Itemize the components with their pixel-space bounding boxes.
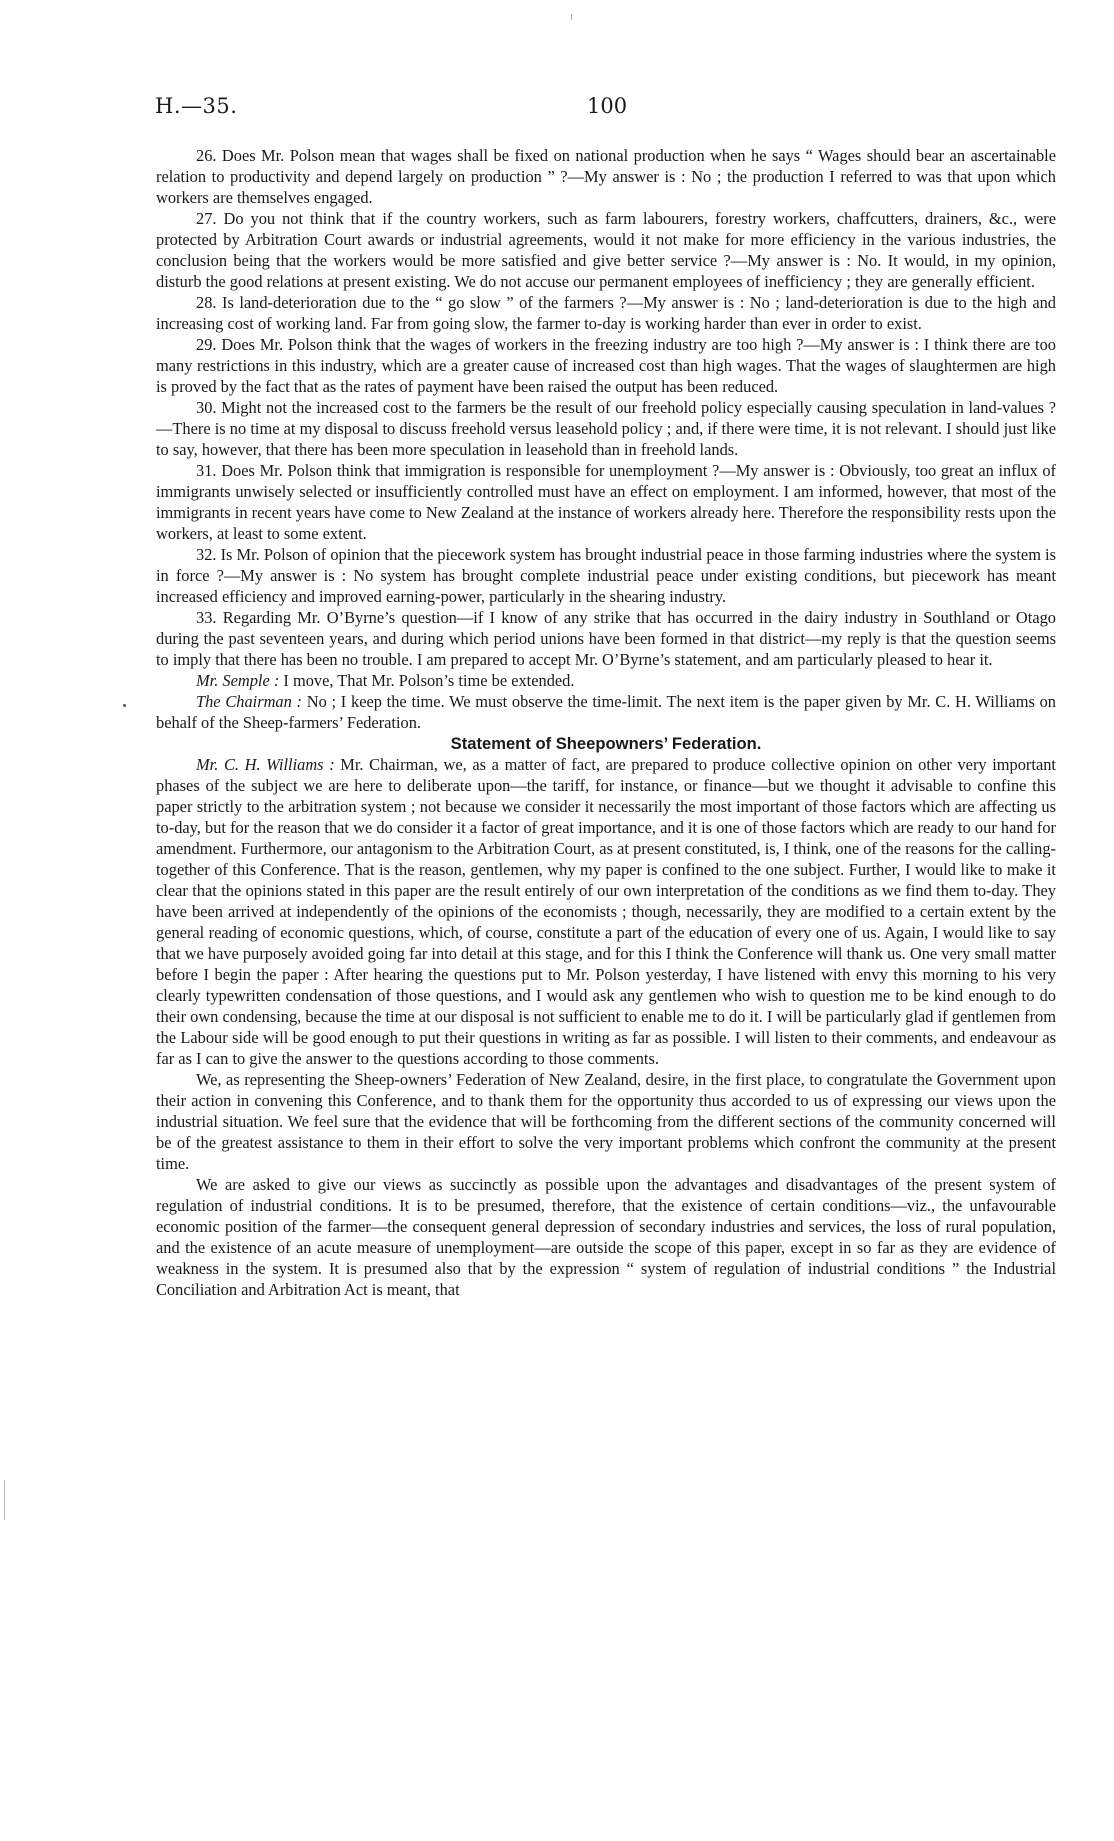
scan-mark xyxy=(571,14,572,20)
page-header xyxy=(155,94,1054,120)
paragraph-q31: 31. Does Mr. Polson think that immigration is responsible for unemployment ?—My answer is : Obviously, too great an influx of immigrants unwisely selected or insufficiently controlled must have an effect on employment. I am informed, however, that most of the immigrants in recent years have come to New Zealand at the instance of workers already here. Therefore the responsibility rests upon the workers, at least to some extent. xyxy=(156,461,1056,543)
paragraph-q27: 27. Do you not think that if the country workers, such as farm labourers, forestry workers, chaffcutters, drainers, &c., were protected by Arbitration Court awards or industrial agreements, would it not make for more efficiency in the various industries, the conclusion being that the workers would be more satisfied and give better service ?—My answer is : No. It would, in my opinion, disturb the good relations at present existing. We do not accuse our permanent employees of inefficiency ; they are generally efficient. xyxy=(156,209,1056,291)
paragraph-views: We are asked to give our views as succinctly as possible upon the advantages and disadvantages of the present system of regulation of industrial conditions. It is to be presumed, therefore, that the existence of certain conditions—viz., the unfavourable economic position of the farmer—the consequent general depression of secondary industries and services, the loss of rural population, and the existence of an acute measure of unemployment—are outside the scope of this paper, except in so far as they are evidence of weakness in the system. It is presumed also that by the expression “ system of regulation of industrial conditions ” the Industrial Conciliation and Arbitration Act is meant, that xyxy=(156,1175,1056,1299)
paragraph-q29: 29. Does Mr. Polson think that the wages of workers in the freezing industry are too high ?—My answer is : I think there are too many restrictions in this industry, which are a greater cause of increased cost than high wages. That the wages of slaughtermen are high is proved by the fact that as the rates of payment have been raised the output has been reduced. xyxy=(156,335,1056,396)
speaker-name: Mr. Semple : xyxy=(196,671,280,690)
paragraph-q28: 28. Is land-deterioration due to the “ go slow ” of the farmers ?—My answer is : No ; land-deterioration is due to the high and increasing cost of working land. Far from going slow, the farmer to-day is working harder than ever in order to exist. xyxy=(156,293,1056,333)
paragraph-q32: 32. Is Mr. Polson of opinion that the piecework system has brought industrial peace in those farming industries where the system is in force ?—My answer is : No system has brought complete industrial peace under existing conditions, but piecework has meant increased efficiency and improved earning-power, particularly in the shearing industry. xyxy=(156,545,1056,606)
page-number: 100 xyxy=(587,94,628,118)
williams-statement xyxy=(156,754,1056,1069)
scan-mark xyxy=(4,1480,5,1520)
speaker-name: The Chairman : xyxy=(196,692,302,711)
document-reference: H.—35. xyxy=(155,94,238,118)
speaker-name: Mr. C. H. Williams : xyxy=(196,755,335,774)
chairman-remark xyxy=(156,691,1056,733)
paragraph-q26: 26. Does Mr. Polson mean that wages shall be fixed on national production when he says “ Wages should bear an ascertainable relation to productivity and depend largely on production ” ?—My answer is : No ; the production I referred to was that upon which workers are themselves engaged. xyxy=(156,146,1056,207)
paragraph-q33: 33. Regarding Mr. O’Byrne’s question—if I know of any strike that has occurred in the dairy industry in Southland or Otago during the past seventeen years, and during which period unions have been formed in that district—my reply is that the question seems to imply that there has been no trouble. I am prepared to accept Mr. O’Byrne’s statement, and am particularly pleased to hear it. xyxy=(156,608,1056,669)
document-body xyxy=(156,145,1056,1300)
statement-text: Mr. Chairman, we, as a matter of fact, are prepared to produce collective opinion on other very important phases of the subject we are here to deliberate upon—the tariff, for instance, or finance—but we thought it advisable to confine this paper strictly to the arbitration system ; not because we consider it necessarily the most important of those factors which are affecting us to-day, but for the reason that we do consider it a factor of great importance, and it is one of those factors which are ready to our hand for amendment. Furthermore, our antagonism to the Arbitration Court, as at present constituted, is, I think, one of the reasons for the calling-together of this Conference. That is the reason, gentlemen, why my paper is confined to the one subject. Further, I would like to make it clear that the opinions stated in this paper are the result entirely of our own interpretation of the conditions as we find them to-day. They have been arrived at independently of the opinions of the economists ; though, necessarily, they are modified to a certain extent by the general reading of economic questions, which, of course, constitute a part of the education of every one of us. Again, I would like to say that we have purposely avoided going far into detail at this stage, and for this I think the Conference will thank us. One very small matter before I begin the paper : After hearing the questions put to Mr. Polson yesterday, I have listened with envy this morning to his very clearly typewritten condensation of those questions, and I would ask any gentlemen who wish to question me to be kind enough to do their own condensing, because the time at our disposal is not sufficient to enable me to do it. I will be particularly glad if gentlemen from the Labour side will be good enough to put their questions in writing as far as possible. I will listen to their comments, and endeavour as far as I can to give the answer to the questions according to those comments. xyxy=(156,755,1056,1068)
paragraph-congratulations: We, as representing the Sheep-owners’ Federation of New Zealand, desire, in the first place, to congratulate the Government upon their action in convening this Conference, and to thank them for the opportunity thus accorded to us of expressing our views upon the industrial situation. We feel sure that the evidence that will be forthcoming from the different sections of the community concerned will be of the greatest assistance to them in their effort to solve the very important problems which confront the community at the present time. xyxy=(156,1070,1056,1173)
remark-text: No ; I keep the time. We must observe the time-limit. The next item is the paper given by Mr. C. H. Williams on behalf of the Sheep-farmers’ Federation. xyxy=(156,692,1056,732)
margin-speck xyxy=(123,704,126,707)
paragraph-q30: 30. Might not the increased cost to the farmers be the result of our freehold policy especially causing speculation in land-values ?—There is no time at my disposal to discuss freehold versus leasehold policy ; and, if there were time, it is not relevant. I should just like to say, however, that there has been more speculation in leasehold than in freehold lands. xyxy=(156,398,1056,459)
remark-text: I move, That Mr. Polson’s time be extended. xyxy=(283,671,575,690)
section-heading: Statement of Sheepowners’ Federation. xyxy=(450,734,762,753)
semple-remark xyxy=(156,670,1056,691)
